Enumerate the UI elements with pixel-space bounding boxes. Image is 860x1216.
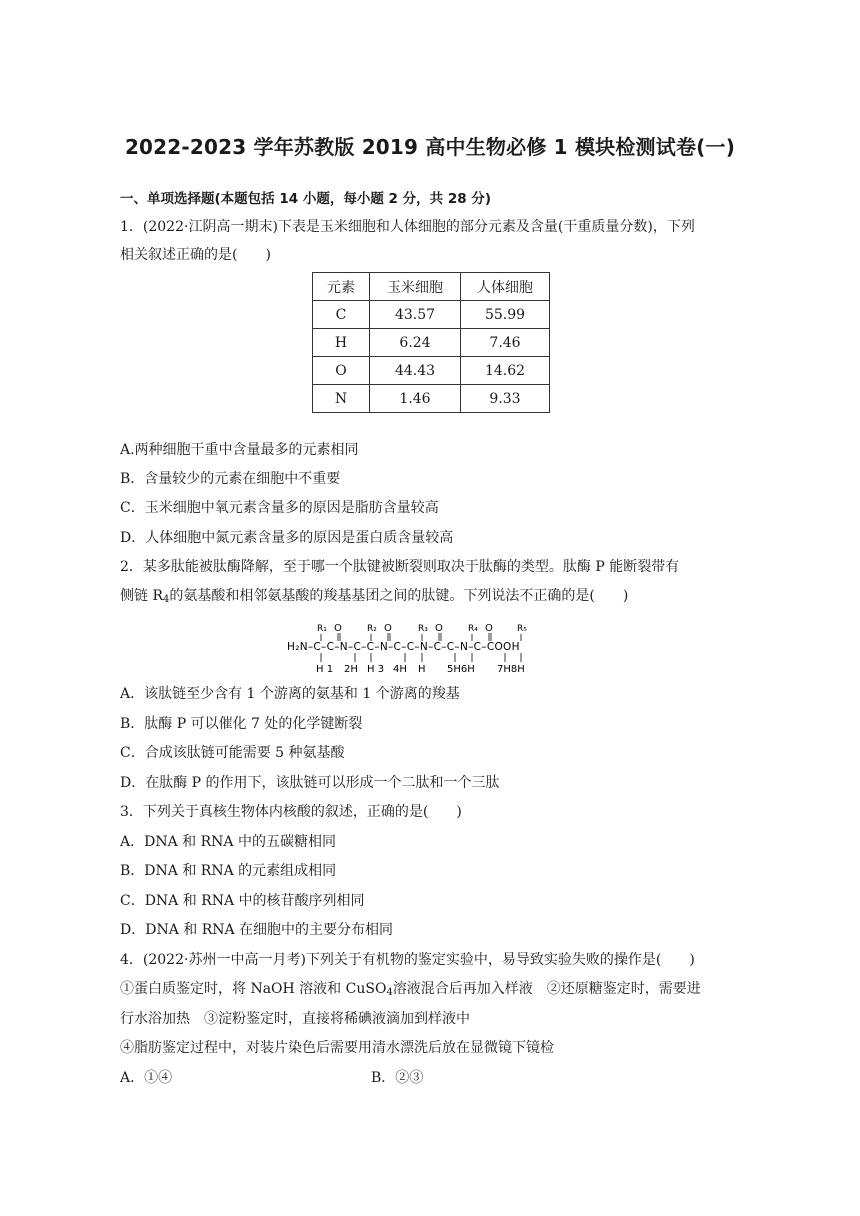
q4-item-line1	[120, 979, 701, 1003]
bond-label: 7H8H	[497, 664, 525, 674]
q2-option-b: B．肽酶 P 可以催化 7 处的化学键断裂	[120, 716, 363, 732]
table-cell: 9.33	[461, 385, 550, 413]
table-cell: 43.57	[370, 301, 461, 329]
table-row	[313, 385, 550, 413]
svg-text:O: O	[384, 623, 392, 634]
q2-stem-text: 的氨基酸和相邻氨基酸的羧基基团之间的肽键。下列说法不正确的是( )	[169, 588, 629, 604]
q4-item-text: ①蛋白质鉴定时，将 NaOH 溶液和 CuSO	[120, 981, 387, 997]
q3-stem: 3．下列关于真核生物体内核酸的叙述，正确的是( )	[120, 804, 462, 820]
r-group-label: R₃	[418, 624, 428, 634]
q3-option-c: C．DNA 和 RNA 中的核苷酸序列相同	[120, 893, 365, 909]
q4-item-text: 溶液混合后再加入样液 ②还原糖鉴定时，需要进	[392, 981, 701, 997]
q1-stem-line1: 1．(2022·江阴高一期末)下表是玉米细胞和人体细胞的部分元素及含量(干重质量分数)，下列	[120, 219, 695, 235]
q3-option-a: A．DNA 和 RNA 中的五碳糖相同	[120, 834, 336, 850]
q2-option-d: D．在肽酶 P 的作用下，该肽链可以形成一个二肽和一个三肽	[120, 775, 500, 791]
svg-text:O: O	[334, 623, 342, 634]
bond-label: H 1	[316, 664, 334, 674]
svg-text:O: O	[435, 623, 443, 634]
table-cell: C	[313, 301, 370, 329]
table-header-cell: 人体细胞	[461, 273, 550, 301]
q3-option-b: B．DNA 和 RNA 的元素组成相同	[120, 863, 337, 879]
q2-option-c: C．合成该肽链可能需要 5 种氨基酸	[120, 745, 345, 761]
q4-option-b: B．②③	[371, 1070, 424, 1086]
table-cell: O	[313, 357, 370, 385]
q2-stem-line1: 2．某多肽能被肽酶降解，至于哪一个肽键被断裂则取决于肽酶的类型。肽酶 P 能断裂带有	[120, 559, 680, 575]
q3-option-d: D．DNA 和 RNA 在细胞中的主要分布相同	[120, 922, 394, 938]
q2-option-a: A．该肽链至少含有 1 个游离的氨基和 1 个游离的羧基	[120, 686, 460, 702]
r-group-label: R₅	[517, 624, 527, 634]
r-group-label: R₂	[367, 624, 377, 634]
table-row	[313, 301, 550, 329]
q1-stem-line2: 相关叙述正确的是( )	[120, 247, 271, 263]
bond-label: 4H	[393, 664, 407, 674]
table-cell: 1.46	[370, 385, 461, 413]
peptide-backbone: H₂N–C–C–N–C–C–N–C–C–N–C–C–N–C–COOH	[287, 641, 520, 653]
table-cell: N	[313, 385, 370, 413]
q4-item-line3: ④脂肪鉴定过程中，对装片染色后需要用清水漂洗后放在显微镜下镜检	[120, 1040, 554, 1056]
peptide-chain-figure	[287, 620, 577, 674]
svg-text:O: O	[485, 623, 493, 634]
bond-label: 5H6H	[447, 664, 475, 674]
table-row	[313, 329, 550, 357]
table-header-cell: 元素	[313, 273, 370, 301]
table-cell: 7.46	[461, 329, 550, 357]
table-header-row	[313, 273, 550, 301]
table-row	[313, 357, 550, 385]
bond-label: H	[418, 664, 426, 674]
q1-option-c: C．玉米细胞中氧元素含量多的原因是脂肪含量较高	[120, 500, 439, 516]
bond-label: H 3	[367, 664, 385, 674]
q1-option-d: D．人体细胞中氮元素含量多的原因是蛋白质含量较高	[120, 530, 454, 546]
q2-stem-subscript: 4	[163, 594, 170, 605]
q2-stem-line2	[120, 586, 628, 610]
table-cell: 55.99	[461, 301, 550, 329]
r-group-label: R₁	[317, 624, 327, 634]
q4-item-subscript: 4	[386, 987, 393, 998]
q4-item-line2: 行水浴加热 ③淀粉鉴定时，直接将稀碘液滴加到样液中	[120, 1011, 470, 1027]
q1-option-a: A.两种细胞干重中含量最多的元素相同	[120, 442, 359, 458]
r-group-label: R₄	[468, 624, 478, 634]
table-cell: 14.62	[461, 357, 550, 385]
bond-label: 2H	[344, 664, 358, 674]
lower-bonds	[321, 653, 521, 662]
table-header-cell: 玉米细胞	[370, 273, 461, 301]
table-cell: H	[313, 329, 370, 357]
q1-option-b: B．含量较少的元素在细胞中不重要	[120, 471, 341, 487]
bond-number-labels	[316, 664, 525, 674]
q4-option-a: A．①④	[120, 1070, 173, 1086]
upper-bonds	[321, 633, 521, 641]
table-cell: 6.24	[370, 329, 461, 357]
section-heading: 一、单项选择题(本题包括 14 小题，每小题 2 分，共 28 分)	[120, 191, 492, 207]
q2-stem-text: 侧链 R	[120, 588, 163, 604]
page-title: 2022-2023 学年苏教版 2019 高中生物必修 1 模块检测试卷(一)	[124, 135, 736, 159]
element-content-table	[312, 272, 550, 413]
table-cell: 44.43	[370, 357, 461, 385]
q4-stem: 4．(2022·苏州一中高一月考)下列关于有机物的鉴定实验中，易导致实验失败的操作是( )	[120, 952, 695, 968]
